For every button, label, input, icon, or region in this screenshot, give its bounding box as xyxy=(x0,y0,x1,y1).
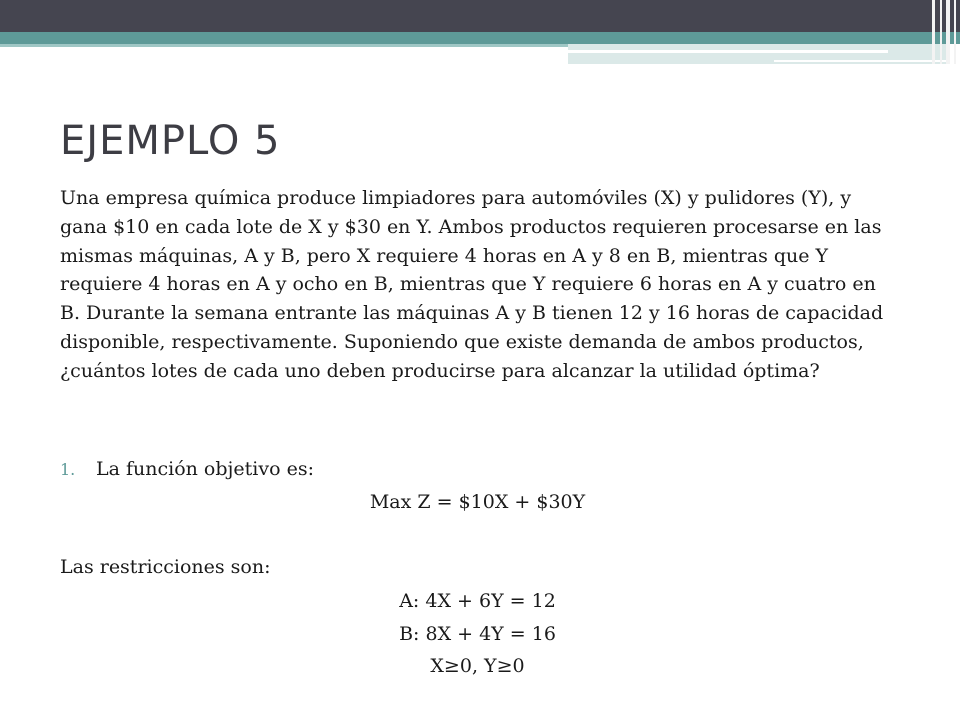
header-bar-teal xyxy=(0,32,960,44)
header-bar-line xyxy=(568,50,888,53)
constraint-nonnegativity: X≥0, Y≥0 xyxy=(430,655,525,677)
constraint-b: B: 8X + 4Y = 16 xyxy=(399,623,556,645)
constraints-label: Las restricciones son: xyxy=(60,556,271,578)
header-vertical-stripes xyxy=(928,0,960,64)
header-bar-dark xyxy=(0,0,960,32)
header-bar-thin xyxy=(0,44,568,47)
slide-title: EJEMPLO 5 xyxy=(60,118,281,164)
list-number: 1. xyxy=(60,460,76,479)
list-text: La función objetivo es: xyxy=(96,458,314,480)
constraint-a: A: 4X + 6Y = 12 xyxy=(399,590,556,612)
objective-function: Max Z = $10X + $30Y xyxy=(369,491,586,513)
problem-statement: Una empresa química produce limpiadores para automóviles (X) y pulidores (Y), y gana $10 en cada lote de X y $30 en Y. Ambos productos requieren procesarse en las mismas máquinas, A y B, pero X requiere 4 horas en A y 8 en B, mientras que Y requiere 4 horas en A y ocho en B, mientras que Y requiere 6 horas en A y cuatro en B. Durante la semana entrante las máquinas A y B tienen 12 y 16 horas de capacidad disponible, respectivamente. Suponiendo que existe demanda de ambos productos, ¿cuántos lotes de cada uno deben producirse para alcanzar la utilidad óptima? xyxy=(60,187,884,382)
list-item xyxy=(60,455,314,484)
